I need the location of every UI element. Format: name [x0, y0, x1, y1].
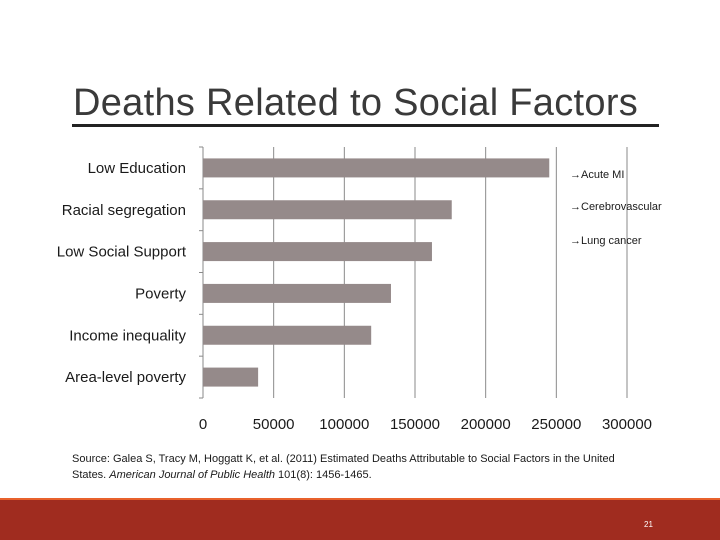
source-volume: 101(8): 1456-1465. — [275, 469, 372, 481]
x-tick-labels — [199, 416, 652, 433]
source-journal: American Journal of Public Health — [109, 469, 275, 481]
x-tick-label: 150000 — [389, 416, 441, 433]
source-text: Source: Galea S, Tracy M, Hoggatt K, et al. (2011) Estimated Deaths Attributable to Social Factors in the United States. — [72, 453, 615, 481]
category-label: Area-level poverty — [65, 369, 186, 387]
annotation-label: →Lung cancer — [570, 235, 642, 247]
page-number: 21 — [644, 520, 653, 529]
bar — [203, 200, 452, 219]
category-label: Income inequality — [69, 327, 186, 345]
slide-title: Deaths Related to Social Factors — [73, 82, 639, 124]
category-label: Low Social Support — [56, 243, 186, 261]
category-label: Poverty — [135, 285, 186, 303]
bar — [203, 284, 391, 303]
gridlines — [274, 147, 627, 398]
x-tick-label: 200000 — [460, 416, 511, 433]
x-tick-label: 0 — [198, 416, 208, 433]
category-label: Low Education — [87, 159, 186, 177]
bar — [203, 326, 371, 345]
x-tick-label: 50000 — [252, 416, 295, 433]
x-tick-label: 100000 — [319, 416, 370, 433]
bars — [203, 158, 549, 386]
x-tick-label: 300000 — [601, 416, 653, 433]
source-citation — [72, 451, 632, 483]
annotation-label: →Acute MI — [570, 169, 625, 181]
x-tick-label: 250000 — [531, 416, 582, 433]
footer-bar — [0, 500, 720, 540]
category-label: Racial segregation — [61, 201, 186, 219]
annotations — [570, 169, 662, 247]
bar — [203, 368, 258, 387]
annotation-label: →Cerebrovascular — [570, 201, 662, 213]
bar — [203, 158, 549, 177]
y-axis — [199, 147, 203, 398]
bar — [203, 242, 432, 261]
category-labels — [57, 160, 187, 386]
